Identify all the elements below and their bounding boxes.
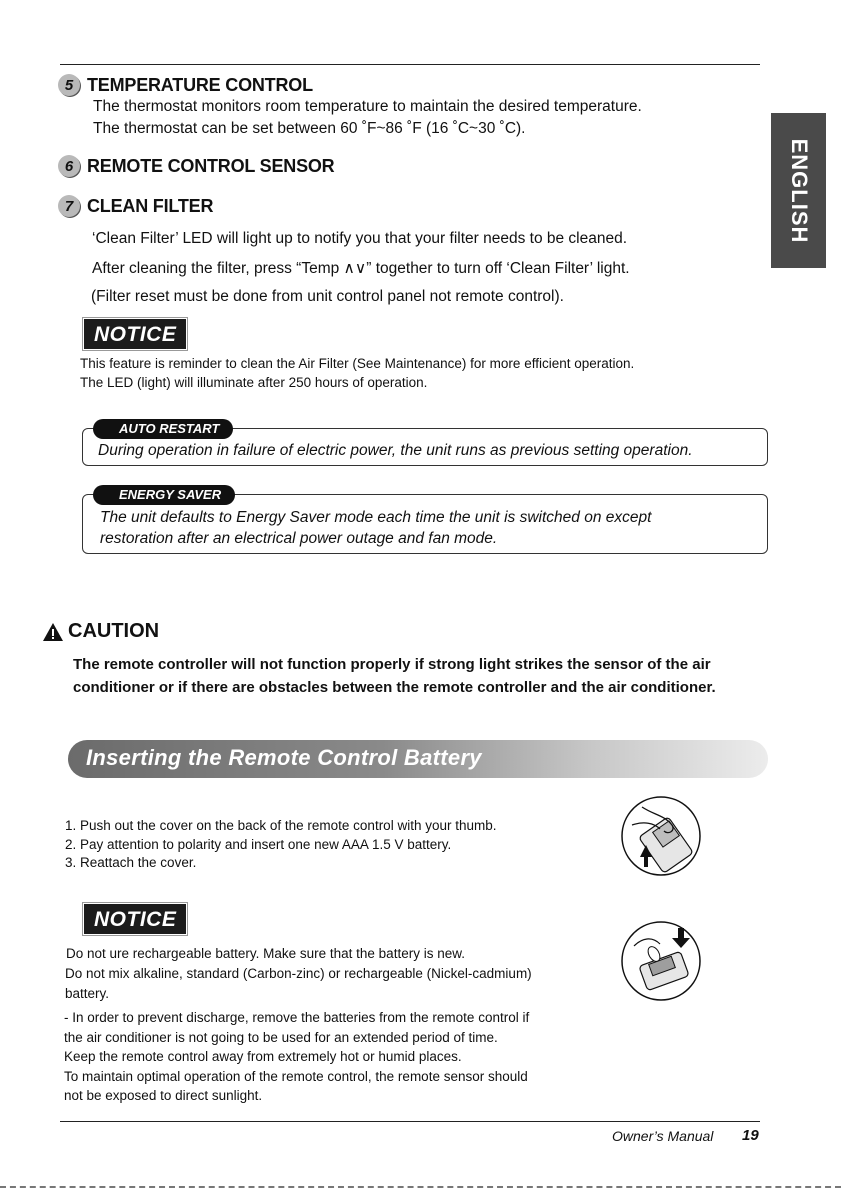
section-5-line-1: The thermostat monitors room temperature to maintain the desired temperature. (93, 98, 642, 115)
notice-1-line-2: The LED (light) will illuminate after 250 hours of operation. (80, 375, 428, 390)
notice-2-line-1: Do not ure rechargeable battery. Make sure that the battery is new. (66, 946, 465, 961)
notice-label-1: NOTICE (84, 319, 186, 349)
energy-saver-line-1: The unit defaults to Energy Saver mode each time the unit is switched on except (100, 509, 652, 526)
caution-line-2: conditioner or if there are obstacles between the remote controller and the air conditioner. (73, 679, 716, 696)
battery-section-banner (68, 740, 768, 778)
section-5-line-2: The thermostat can be set between 60 ˚F~86 ˚F (16 ˚C~30 ˚C). (93, 120, 526, 137)
section-7-line-1: ‘Clean Filter’ LED will light up to notify you that your filter needs to be cleaned. (92, 230, 628, 247)
section-7-line-2: After cleaning the filter, press “Temp ∧∨” together to turn off ‘Clean Filter’ light. (92, 260, 630, 277)
section-7-heading (58, 195, 213, 217)
caution-title: CAUTION (68, 620, 160, 642)
top-rule (60, 64, 760, 65)
battery-insert-illustration (620, 920, 702, 1002)
page-number: 19 (742, 1127, 759, 1144)
section-7-line-3: (Filter reset must be done from unit control panel not remote control). (91, 288, 564, 305)
auto-restart-tag: AUTO RESTART (93, 419, 233, 439)
warning-triangle-icon (42, 622, 64, 642)
page-cut-line (0, 1186, 841, 1188)
section-6-title: REMOTE CONTROL SENSOR (87, 155, 335, 176)
section-6-number: 6 (58, 155, 80, 177)
language-tab (771, 113, 826, 268)
notice-label-2: NOTICE (84, 904, 186, 934)
section-5-number: 5 (58, 74, 80, 96)
section-5-title: TEMPERATURE CONTROL (87, 74, 313, 95)
caution-heading (42, 620, 159, 643)
notice-2-line-4: - In order to prevent discharge, remove the batteries from the remote control if (64, 1010, 530, 1025)
battery-step-3: 3. Reattach the cover. (65, 855, 197, 870)
energy-saver-line-2: restoration after an electrical power outage and fan mode. (100, 530, 498, 547)
notice-2-line-5: the air conditioner is not going to be used for an extended period of time. (64, 1030, 498, 1045)
notice-2-line-6: Keep the remote control away from extremely hot or humid places. (64, 1049, 462, 1064)
auto-restart-text: During operation in failure of electric power, the unit runs as previous setting operation. (98, 442, 693, 459)
section-5-heading (58, 74, 313, 96)
bottom-rule (60, 1121, 760, 1122)
section-6-heading (58, 155, 334, 177)
notice-2-line-7: To maintain optimal operation of the remote control, the remote sensor should (64, 1069, 528, 1084)
notice-1-line-1: This feature is reminder to clean the Air Filter (See Maintenance) for more efficient operation. (80, 356, 635, 371)
footer-manual-label: Owner’s Manual (612, 1128, 714, 1144)
remote-cover-open-illustration (620, 795, 702, 877)
section-7-number: 7 (58, 195, 80, 217)
caution-line-1: The remote controller will not function properly if strong light strikes the sensor of the air (73, 656, 711, 673)
battery-step-2: 2. Pay attention to polarity and insert one new AAA 1.5 V battery. (65, 837, 452, 852)
notice-2-line-2: Do not mix alkaline, standard (Carbon-zinc) or rechargeable (Nickel-cadmium) (65, 966, 532, 981)
notice-2-line-3: battery. (65, 986, 110, 1001)
energy-saver-tag: ENERGY SAVER (93, 485, 235, 505)
language-tab-label: ENGLISH (786, 138, 812, 243)
section-7-title: CLEAN FILTER (87, 195, 214, 216)
battery-step-1: 1. Push out the cover on the back of the remote control with your thumb. (65, 818, 497, 833)
battery-banner-title: Inserting the Remote Control Battery (86, 745, 482, 770)
notice-2-line-8: not be exposed to direct sunlight. (64, 1088, 263, 1103)
